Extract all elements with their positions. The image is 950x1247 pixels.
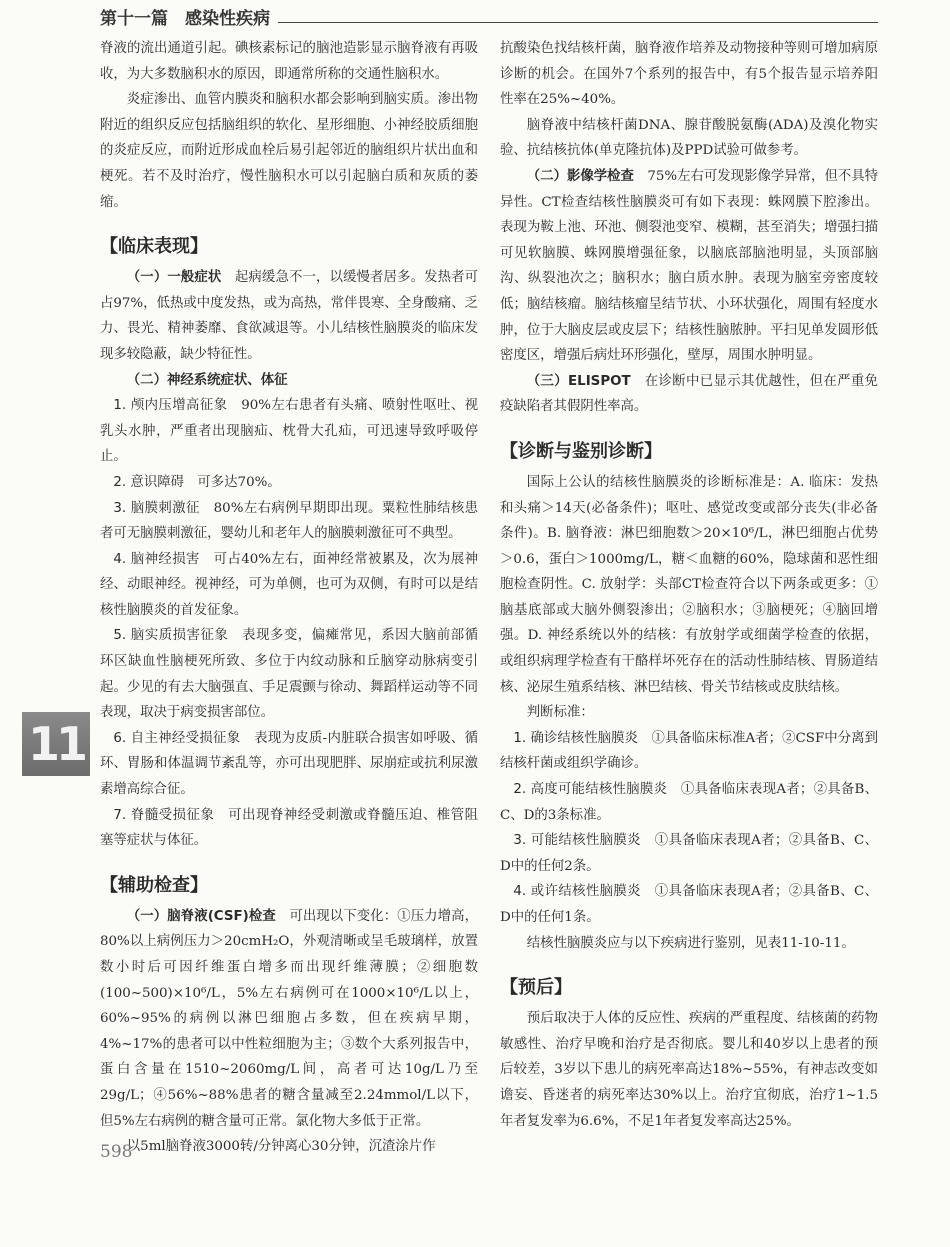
paragraph: 炎症渗出、血管内膜炎和脑积水都会影响到脑实质。渗出物附近的组织反应包括脑组织的软化、星形细胞、小神经胶质细胞的炎症反应，而附近形成血栓后易引起邻近的脑组织片状出血和梗死。若不及时治疗，慢性脑积水可以引起脑白质和灰质的萎缩。: [100, 92, 478, 210]
paragraph: 结核性脑膜炎应与以下疾病进行鉴别，见表11-10-11。: [526, 935, 855, 951]
list-item: 4. 或许结核性脑膜炎 ①具备临床表现A者；②具备B、C、D中的任何1条。: [500, 884, 878, 925]
list-item: 3. 可能结核性脑膜炎 ①具备临床表现A者；②具备B、C、D中的任何2条。: [500, 833, 878, 874]
chapter-tab: [22, 712, 90, 776]
list-item: 3. 脑膜刺激征 80%左右病例早期即出现。粟粒性肺结核患者可无脑膜刺激征，婴幼儿和老年人的脑膜刺激征可不典型。: [100, 500, 479, 542]
list-item: 4. 脑神经损害 可占40%左右，面神经常被累及，次为展神经、动眼神经。视神经，可为单侧，也可为双侧，有时可以是结核性脑膜炎的首发征象。: [100, 551, 479, 618]
elispot-title: （三）ELISPOT: [526, 373, 631, 389]
imaging-paragraph: [500, 164, 878, 369]
right-column: [500, 36, 878, 1134]
criteria-list: [500, 726, 878, 931]
aux-heading: 【辅助检查】: [100, 874, 208, 896]
general-symptoms-text: 起病缓急不一，以缓慢者居多。发热者可占97%，低热或中度发热，或为高热，常伴畏寒、全身酸痛、乏力、畏光、精神萎靡、食欲减退等。小儿结核性脑膜炎的临床发现多较隐蔽，缺少特征性。: [100, 270, 479, 362]
paragraph: 脊液的流出通道引起。碘核素标记的脑池造影显示脑脊液有再吸收，为大多数脑积水的原因，即通常所称的交通性脑积水。: [100, 41, 478, 82]
list-item: 2. 高度可能结核性脑膜炎 ①具备临床表现A者；②具备B、C、D的3条标准。: [500, 782, 878, 823]
list-item: 1. 确诊结核性脑膜炎 ①具备临床标准A者；②CSF中分离到结核杆菌或组织学确诊。: [500, 730, 878, 772]
list-item: 7. 脊髓受损征象 可出现脊神经受刺激或脊髓压迫、椎管阻塞等症状与体征。: [100, 807, 478, 849]
elispot-paragraph: [500, 369, 878, 420]
section-title: 第十一篇 感染性疾病: [100, 8, 278, 30]
imaging-title: （二）影像学检查: [526, 168, 634, 184]
paragraph: 以5ml脑脊液3000转/分钟离心30分钟，沉渣涂片作: [126, 1139, 436, 1155]
elispot-text: 在诊断中已显示其优越性，但在严重免疫缺陷者其假阴性率高。: [500, 373, 879, 415]
paragraph: 抗酸染色找结核杆菌，脑脊液作培养及动物接种等则可增加病原诊断的机会。在国外7个系列的报告中，有5个报告显示培养阳性率在25%~40%。: [500, 41, 878, 108]
criteria-title: 判断标准：: [526, 705, 594, 721]
page-header: [100, 8, 878, 34]
left-column: [100, 36, 478, 1160]
csf-text: 可出现以下变化：①压力增高，80%以上病例压力＞20cmH₂O，外观清晰或呈毛玻璃样，放置数小时后可因纤维蛋白增多而出现纤维薄膜；②细胞数(100~500)×10⁶/L，5%左右病例可在1000×10⁶/L以上，60%~95%的病例以淋巴细胞占多数，但在疾病早期，4%~17%的患者可以中性粒细胞为主；③数个大系列报告中，蛋白含量在1510~2060mg/L间，高者可达10g/L乃至29g/L；④56%~88%患者的糖含量减至2.24mmol/L以下，但5%左右病例的糖含量可正常。氯化物大多低于正常。: [100, 908, 479, 1129]
list-item: 5. 脑实质损害征象 表现多变，偏瘫常见，系因大脑前部循环区缺血性脑梗死所致、多位于内纹动脉和丘脑穿动脉病变引起。少见的有去大脑强直、手足震颤与徐动、舞蹈样运动等不同表现，取决于病变损害部位。: [100, 628, 479, 721]
general-symptoms-title: （一）一般症状: [126, 270, 222, 286]
diagnosis-heading: 【诊断与鉴别诊断】: [500, 440, 662, 462]
paragraph: 脑脊液中结核杆菌DNA、腺苷酸脱氨酶(ADA)及溴化物实验、抗结核抗体(单克隆抗体)及PPD试验可做参考。: [500, 117, 878, 159]
csf-title: （一）脑脊液(CSF)检查: [126, 908, 276, 924]
imaging-text: 75%左右可发现影像学异常，但不具特异性。CT检查结核性脑膜炎可有如下表现：蛛网膜下腔渗出。表现为鞍上池、环池、侧裂池变窄、模糊，甚至消失；增强扫描可见软脑膜、蛛网膜增强征象，以脑底部脑池明显，头顶部脑沟、纵裂池次之；脑积水；脑白质水肿。表现为脑室旁密度较低；脑结核瘤。脑结核瘤呈结节状、小环状强化，周围有轻度水肿，位于大脑皮层或皮层下；结核性脑脓肿。平扫见单发圆形低密度区，增强后病灶环形强化，壁厚，周围水肿明显。: [500, 168, 879, 364]
list-item: 1. 颅内压增高征象 90%左右患者有头痛、喷射性呕吐、视乳头水肿，严重者出现脑疝、枕骨大孔疝，可迅速导致呼吸停止。: [100, 398, 479, 465]
paragraph: 国际上公认的结核性脑膜炎的诊断标准是：A. 临床：发热和头痛＞14天(必备条件)；呕吐、感觉改变或部分丧失(非必备条件)。B. 脑脊液：淋巴细胞数＞20×10⁶/L，淋巴细胞占优势＞0.6，蛋白＞1000mg/L，糖＜血糖的60%，隐球菌和恶性细胞检查阴性。C. 放射学：头部CT检查符合以下两条或更多：①脑基底部或大脑外侧裂渗出；②脑积水；③脑梗死；④脑回增强。D. 神经系统以外的结核：有放射学或细菌学检查的依据，或组织病理学检查有干酪样坏死存在的活动性肺结核、胃肠道结核、泌尿生殖系结核、淋巴结核、骨关节结核或皮肤结核。: [500, 474, 878, 695]
prognosis-heading: 【预后】: [500, 977, 572, 999]
clinical-heading: 【临床表现】: [100, 236, 208, 258]
list-item: 6. 自主神经受损征象 表现为皮质-内脏联合损害如呼吸、循环、胃肠和体温调节紊乱等，亦可出现肥胖、尿崩症或抗利尿激素增高综合征。: [100, 730, 479, 798]
paragraph: 预后取决于人体的反应性、疾病的严重程度、结核菌的药物敏感性、治疗早晚和治疗是否彻底。婴儿和40岁以上患者的预后较差，3岁以下患儿的病死率高达18%~55%，有神志改变如谵妄、昏迷者的病死率达30%以上。治疗宜彻底，治疗1~1.5年者复发率为6.6%，不足1年者复发率高达25%。: [500, 1011, 878, 1129]
list-item: 2. 意识障碍 可多达70%。: [113, 474, 281, 490]
csf-paragraph: [100, 904, 478, 1134]
chapter-number: 11: [27, 717, 84, 771]
page-number: 598: [100, 1142, 133, 1162]
neuro-list: [100, 393, 478, 854]
general-symptoms: [100, 265, 478, 367]
neuro-title: （二）神经系统症状、体征: [126, 372, 288, 388]
